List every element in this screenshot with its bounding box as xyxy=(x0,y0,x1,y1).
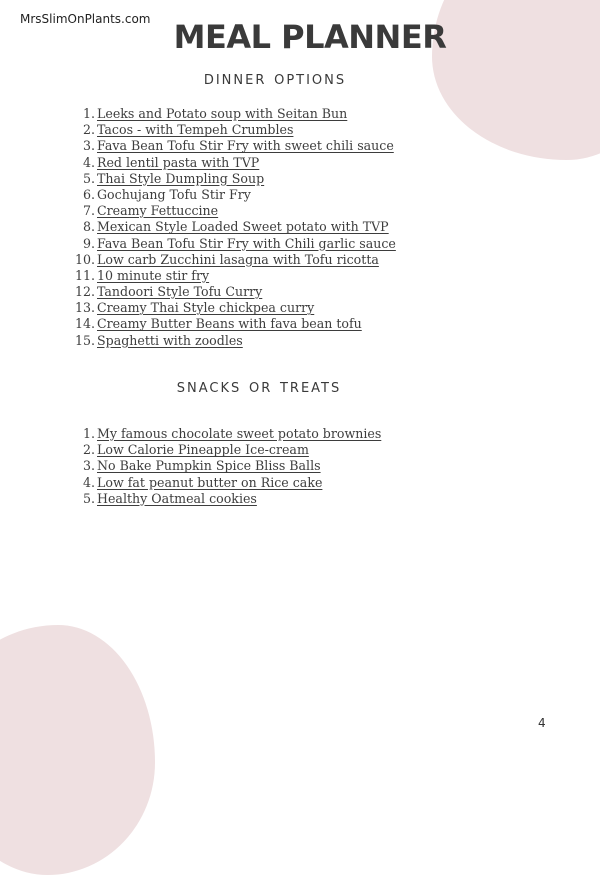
snack-link[interactable]: No Bake Pumpkin Spice Bliss Balls xyxy=(97,458,321,474)
item-number: 1. xyxy=(82,426,95,441)
item-number: 13. xyxy=(74,300,95,316)
dinner-link[interactable]: Creamy Butter Beans with fava bean tofu xyxy=(97,316,362,332)
dinner-link[interactable]: Fava Bean Tofu Stir Fry with sweet chili sauce xyxy=(97,138,394,154)
dinner-item-text: Gochujang Tofu Stir Fry xyxy=(97,186,251,202)
dinner-link[interactable]: Low carb Zucchini lasagna with Tofu ricotta xyxy=(97,251,379,267)
item-number: 15. xyxy=(74,332,95,348)
item-number: 10. xyxy=(74,251,95,267)
dinner-link[interactable]: Red lentil pasta with TVP xyxy=(97,154,260,170)
page-title: MEAL PLANNER xyxy=(173,18,447,56)
snack-link[interactable]: Low Calorie Pineapple Ice-cream xyxy=(97,442,309,458)
dinner-link[interactable]: Fava Bean Tofu Stir Fry with Chili garlic sauce xyxy=(97,235,396,251)
decorative-blob-bottom xyxy=(0,625,155,875)
dinner-link[interactable]: 10 minute stir fry xyxy=(97,267,210,283)
item-number: 14. xyxy=(74,316,95,332)
item-number: 4. xyxy=(82,474,95,490)
site-name: MrsSlimOnPlants.com xyxy=(20,12,151,26)
dinner-link[interactable]: Leeks and Potato soup with Seitan Bun xyxy=(97,106,348,121)
item-number: 3. xyxy=(82,138,95,154)
snack-link[interactable]: My famous chocolate sweet potato brownies xyxy=(97,426,382,441)
dinner-link[interactable]: Creamy Thai Style chickpea curry xyxy=(97,300,315,316)
item-number: 5. xyxy=(82,170,95,186)
dinner-link[interactable]: Spaghetti with zoodles xyxy=(97,332,243,348)
dinner-link[interactable]: Creamy Fettuccine xyxy=(97,203,219,219)
item-number: 11. xyxy=(74,267,95,283)
snacks-heading: snacks or treats xyxy=(176,376,342,397)
dinner-link[interactable]: Thai Style Dumpling Soup xyxy=(97,170,265,186)
item-number: 1. xyxy=(82,106,95,121)
snack-link[interactable]: Low fat peanut butter on Rice cake xyxy=(97,474,323,490)
item-number: 4. xyxy=(82,154,95,170)
item-number: 7. xyxy=(82,203,95,219)
item-number: 3. xyxy=(82,458,95,474)
item-number: 2. xyxy=(82,442,95,458)
page-number: 4 xyxy=(538,716,546,730)
dinner-options-heading: dinner options xyxy=(203,68,347,89)
dinner-link[interactable]: Tandoori Style Tofu Curry xyxy=(97,284,263,300)
dinner-link[interactable]: Tacos - with Tempeh Crumbles xyxy=(97,122,294,138)
item-number: 8. xyxy=(82,219,95,235)
item-number: 5. xyxy=(82,490,95,506)
item-number: 9. xyxy=(82,235,95,251)
item-number: 12. xyxy=(74,284,95,300)
item-number: 6. xyxy=(82,186,95,202)
item-number: 2. xyxy=(82,122,95,138)
snack-link[interactable]: Healthy Oatmeal cookies xyxy=(97,490,257,506)
dinner-link[interactable]: Mexican Style Loaded Sweet potato with TVP xyxy=(97,219,389,235)
